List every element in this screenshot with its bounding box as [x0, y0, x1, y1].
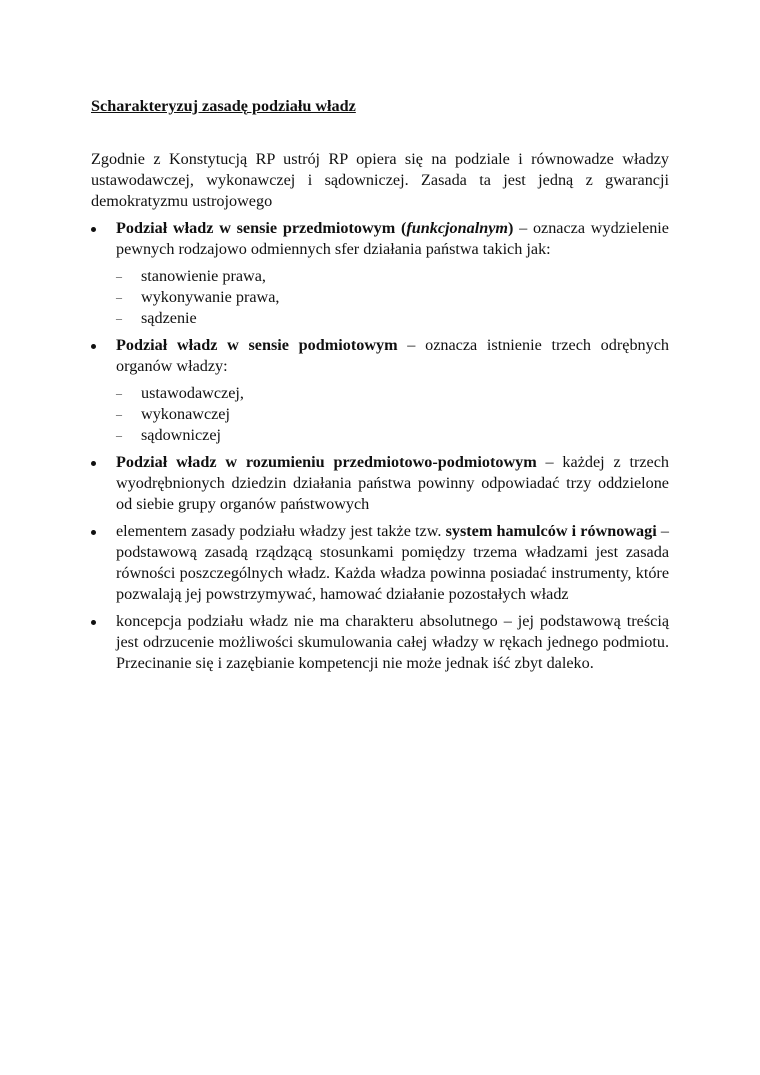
- italic-phrase: funkcjonalnym: [406, 219, 508, 237]
- sub-list: [116, 383, 669, 446]
- bold-phrase: Podział władz w rozumieniu przedmiotowo-podmiotowym: [116, 453, 537, 471]
- dash-icon: –: [116, 290, 122, 304]
- bullet-body: – każdej z trzech wyodrębnionych dziedzin działania państwa powinny odpowiadać trzy oddzielone od siebie grupy organów państwowych: [116, 453, 669, 513]
- bullet-text: [116, 452, 669, 515]
- dash-icon: –: [116, 428, 122, 442]
- dash-icon: –: [116, 311, 122, 325]
- bold-phrase: Podział władz w sensie podmiotowym: [116, 336, 398, 354]
- bold-close: ): [507, 219, 514, 237]
- bullet-pre: elementem zasady podziału władzy jest także tzw.: [116, 522, 446, 540]
- bullet-icon: [91, 461, 96, 466]
- sub-item: – wykonawczej: [116, 405, 230, 423]
- dash-icon: –: [116, 407, 122, 421]
- bullet-body: – oznacza istnienie trzech odrębnych organów władzy:: [116, 336, 670, 375]
- bold-phrase: system hamulców i równowagi: [445, 522, 657, 540]
- bullet-text: [116, 335, 669, 377]
- bullet-list: [91, 218, 669, 674]
- bullet-icon: [91, 530, 96, 535]
- sub-item: – sądowniczej: [116, 426, 222, 444]
- bullet-icon: [91, 227, 96, 232]
- bullet-text: [116, 611, 669, 674]
- sub-list: [116, 266, 669, 329]
- bullet-item-5: [91, 611, 669, 674]
- bullet-body: koncepcja podziału władz nie ma charakteru absolutnego – jej podstawową treścią jest odrzucenie możliwości skumulowania całej władzy w rękach jednego podmiotu. Przecinanie się i zazębianie kompetencji nie może jednak iść zbyt daleko.: [116, 612, 669, 672]
- bullet-body: – oznacza wydzielenie pewnych rodzajowo odmiennych sfer działania państwa takich jak:: [116, 219, 669, 258]
- sub-item: – wykonywanie prawa,: [116, 288, 280, 306]
- bullet-icon: [91, 620, 96, 625]
- dash-icon: –: [116, 386, 122, 400]
- bullet-item-3: [91, 452, 669, 515]
- bullet-body: – podstawową zasadą rządzącą stosunkami pomiędzy trzema władzami jest zasada równości poszczególnych władz. Każda władza powinna posiadać instrumenty, które pozwalają jej powstrzymywać, hamować działanie pozostałych władz: [116, 522, 669, 603]
- bullet-item-1: [91, 218, 669, 329]
- sub-item: – sądzenie: [116, 309, 197, 327]
- sub-item: – stanowienie prawa,: [116, 267, 266, 285]
- bullet-text: [116, 218, 669, 260]
- document-content: [91, 96, 669, 674]
- bold-phrase: Podział władz w sensie przedmiotowym (: [116, 219, 407, 237]
- sub-item: – ustawodawczej,: [116, 384, 244, 402]
- bullet-icon: [91, 344, 96, 349]
- bullet-text: [116, 521, 669, 605]
- intro-paragraph: Zgodnie z Konstytucją RP ustrój RP opiera się na podziale i równowadze władzy ustawodawczej, wykonawczej i sądowniczej. Zasada ta jest jedną z gwarancji demokratyzmu ustrojowego: [91, 150, 669, 210]
- dash-icon: –: [116, 269, 122, 283]
- document-title: Scharakteryzuj zasadę podziału władz: [91, 97, 356, 115]
- bullet-item-4: [91, 521, 669, 605]
- bullet-item-2: [91, 335, 669, 446]
